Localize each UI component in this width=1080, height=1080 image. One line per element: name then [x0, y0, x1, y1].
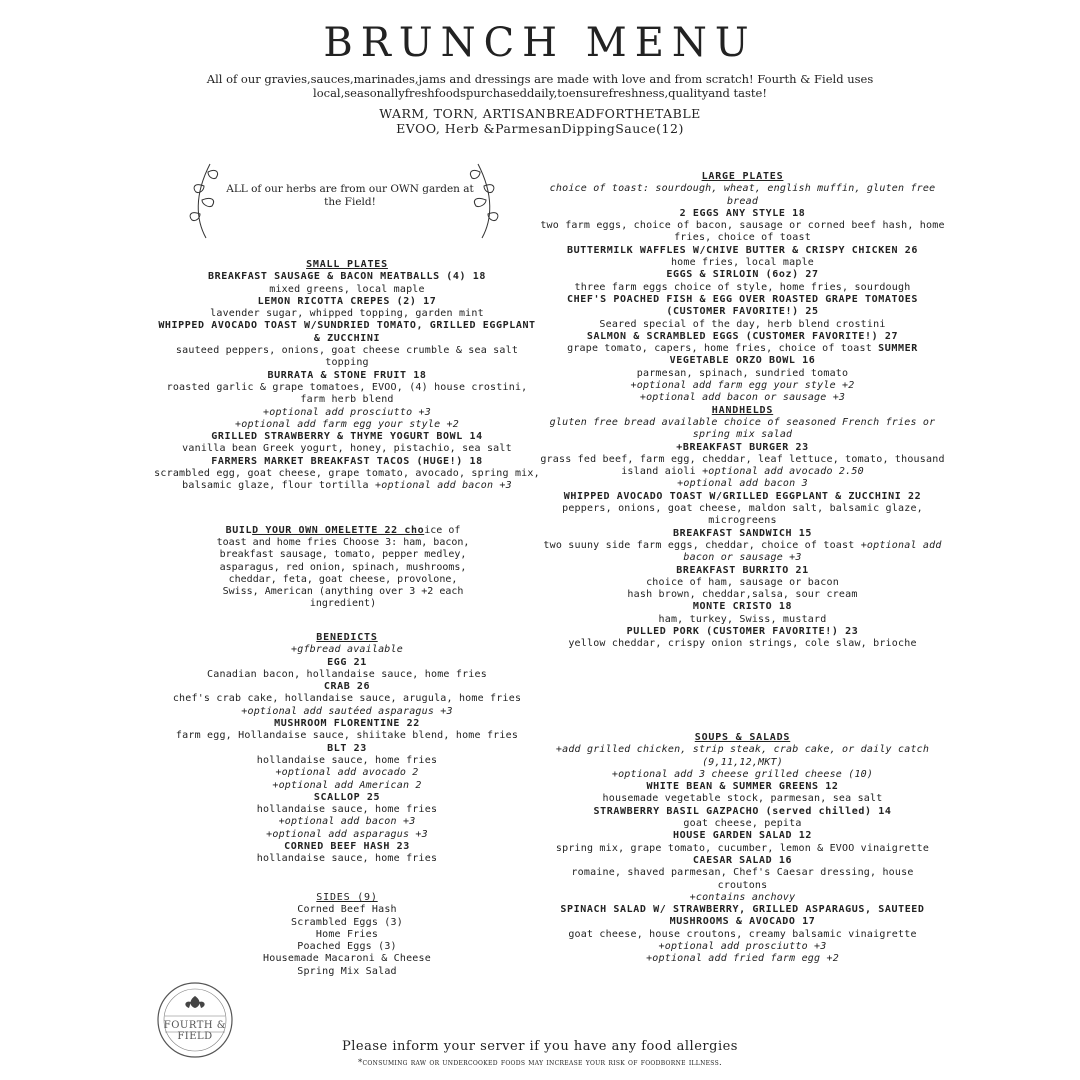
menu-item-desc: hollandaise sauce, home fries: [256, 754, 438, 766]
menu-item-name: BURRATA & STONE FRUIT 18: [267, 369, 427, 381]
menu-item-desc: Canadian bacon, hollandaise sauce, home fries: [207, 668, 487, 680]
bread-line-1: WARM, TORN, ARTISANBREADFORTHETABLE: [379, 106, 701, 121]
menu-item-option: +optional add farm egg your style +2: [630, 380, 855, 392]
soups-salads-note: +add grilled chicken, strip steak, crab cake, or daily catch (9,11,12,MKT): [555, 744, 930, 768]
menu-item-desc-text: two suuny side farm eggs, cheddar, choice of toast: [543, 539, 855, 551]
handhelds-note: gluten free bread available choice of seasoned French fries or spring mix salad: [549, 416, 936, 441]
menu-item-name: WHIPPED AVOCADO TOAST W/SUNDRIED TOMATO, GRILLED EGGPLANT & ZUCCHINI: [158, 320, 536, 344]
menu-item-name: MUSHROOM FLORENTINE 22: [274, 718, 420, 730]
menu-item-name: BREAKFAST SAUSAGE & BACON MEATBALLS (4) 18: [207, 271, 487, 283]
benedicts-section: [152, 632, 542, 866]
herbs-note: ALL of our herbs are from our OWN garden at the Field!: [226, 183, 474, 208]
menu-item-desc: yellow cheddar, crispy onion strings, cole slaw, brioche: [568, 638, 917, 650]
menu-item-name: CHEF'S POACHED FISH & EGG OVER ROASTED GRAPE TOMATOES (CUSTOMER FAVORITE!) 25: [567, 293, 918, 318]
menu-item-desc: ham, turkey, Swiss, mustard: [658, 613, 827, 625]
menu-item-option: +optional add farm egg your style +2: [235, 418, 459, 430]
large-plates-note: choice of toast: sourdough, wheat, english muffin, gluten free bread: [549, 183, 936, 207]
menu-item-name: VEGETABLE ORZO BOWL 16: [669, 355, 816, 367]
menu-item-option: +optional add bacon or sausage +3: [639, 392, 846, 404]
large-plates-section: [540, 171, 945, 651]
menu-item-desc: spring mix, grape tomato, cucumber, lemon & EVOO vinaigrette: [555, 842, 930, 854]
omelette-section: [212, 525, 474, 610]
menu-item-desc-text: scrambled egg, goat cheese, grape tomato, avocado, spring mix, balsamic glaze, flour tortilla: [154, 468, 540, 492]
menu-item-desc: goat cheese, house croutons, creamy balsamic vinaigrette: [568, 928, 917, 940]
side-item: Home Fries: [315, 928, 379, 940]
menu-item-option: +optional add prosciutto +3: [658, 941, 827, 953]
menu-item-desc: romaine, shaved parmesan, Chef's Caesar dressing, house croutons: [571, 867, 914, 891]
menu-item-desc: chef's crab cake, hollandaise sauce, arugula, home fries: [172, 693, 522, 705]
soups-salads-heading: SOUPS & SALADS: [694, 732, 791, 743]
menu-item-desc: goat cheese, pepita: [683, 818, 802, 830]
menu-item-name: BREAKFAST BURRITO 21: [676, 564, 809, 576]
right-sprig-icon: [462, 160, 502, 240]
menu-item-option: +optional add prosciutto +3: [263, 406, 431, 418]
menu-item-option: +optional add fried farm egg +2: [646, 953, 839, 965]
menu-item-desc: lavender sugar, whipped topping, garden mint: [210, 308, 484, 320]
menu-item-desc: hollandaise sauce, home fries: [256, 853, 438, 865]
omelette-title-underlined: D YOUR OWN OMELETTE 22 cho: [252, 525, 425, 536]
menu-item-desc: choice of ham, sausage or bacon: [646, 576, 839, 588]
sides-section: [152, 892, 542, 978]
menu-item-name: BREAKFAST SANDWICH 15: [672, 527, 813, 539]
menu-item-name: SPINACH SALAD W/ STRAWBERRY, GRILLED ASPARAGUS, SAUTEED MUSHROOMS & AVOCADO 17: [560, 904, 925, 928]
menu-item-name: LEMON RICOTTA CREPES (2) 17: [257, 295, 437, 307]
menu-title: BRUNCH MENU: [323, 20, 757, 66]
menu-item-desc: three farm eggs choice of style, home fries, sourdough: [574, 281, 911, 293]
menu-item-desc: peppers, onions, goat cheese, maldon salt, balsamic glaze, microgreens: [562, 503, 923, 527]
logo-name: FOURTH & FIELD: [163, 1020, 227, 1042]
menu-item-desc: sauteed peppers, onions, goat cheese crumble & sea salt topping: [175, 345, 519, 369]
large-plates-heading: LARGE PLATES: [701, 171, 784, 182]
benedicts-note: +gfbread available: [291, 644, 403, 656]
sides-heading: SIDES (9): [316, 892, 378, 903]
menu-item-name: FARMERS MARKET BREAKFAST TACOS (HUGE!) 18: [211, 455, 483, 467]
handhelds-heading: HANDHELDS: [711, 404, 774, 416]
menu-item-desc: home fries, local maple: [670, 257, 815, 269]
menu-item-name: SCALLOP 25: [313, 791, 381, 803]
side-item: Corned Beef Hash: [297, 904, 397, 916]
side-item: Spring Mix Salad: [297, 965, 397, 977]
soups-salads-note: +optional add 3 cheese grilled cheese (10): [611, 768, 874, 780]
menu-item-option: +optional add bacon 3: [677, 478, 808, 490]
menu-item-option: +optional add bacon or sausage +3: [683, 539, 942, 564]
menu-item-desc: [152, 468, 542, 493]
omelette-title: [212, 525, 474, 537]
menu-item-name: CRAB 26: [323, 681, 371, 693]
allergy-notice: Please inform your server if you have any food allergies: [342, 1039, 738, 1054]
menu-item-name: WHITE BEAN & SUMMER GREENS 12: [646, 781, 839, 793]
menu-item-desc: [540, 454, 945, 479]
menu-item-name: EGGS & SIRLOIN (6oz) 27: [666, 269, 819, 281]
small-plates-section: [152, 259, 542, 493]
menu-item-desc-bold: SUMMER: [878, 343, 918, 355]
side-item: Housemade Macaroni & Cheese: [263, 953, 431, 965]
menu-item-desc: mixed greens, local maple: [269, 283, 425, 295]
bread-note: [0, 106, 1080, 136]
menu-item-desc: hollandaise sauce, home fries: [256, 804, 438, 816]
menu-item-option: +optional add bacon +3: [375, 480, 512, 492]
menu-item-name: +BREAKFAST BURGER 23: [676, 441, 809, 453]
soups-salads-section: [550, 732, 935, 966]
menu-item-option: +optional add bacon +3: [278, 816, 416, 828]
small-plates-heading: SMALL PLATES: [306, 259, 388, 270]
menu-item-name: HOUSE GARDEN SALAD 12: [672, 830, 813, 842]
omelette-body: toast and home fries Choose 3: ham, bacon, breakfast sausage, tomato, pepper medley, asparagus, red onion, spinach, mushrooms, cheddar, feta, goat cheese, provolone, Swiss, American (anything over 3 +2 each ingredient): [216, 537, 470, 610]
menu-item-name: PULLED PORK (CUSTOMER FAVORITE!) 23: [626, 625, 859, 637]
menu-item-option: +optional add avocado 2.50: [702, 466, 864, 478]
foodborne-disclaimer: *consuming raw or undercooked foods may increase your risk of foodborne illness.: [357, 1058, 723, 1068]
menu-item-option: +optional add avocado 2: [275, 767, 419, 779]
left-sprig-icon: [186, 160, 226, 240]
menu-item-name: SALMON & SCRAMBLED EGGS (CUSTOMER FAVORITE!) 27: [586, 330, 899, 342]
omelette-title-start: BUIL: [225, 525, 253, 536]
menu-item-desc: [540, 343, 945, 355]
menu-item-option: +optional add American 2: [272, 779, 422, 791]
menu-item-desc: Seared special of the day, herb blend crostini: [599, 318, 886, 330]
menu-item-option: +optional add asparagus +3: [266, 828, 428, 840]
menu-item-desc: vanilla bean Greek yogurt, honey, pistachio, sea salt: [182, 443, 512, 455]
menu-item-name: BLT 23: [327, 742, 367, 754]
side-item: Scrambled Eggs (3): [291, 916, 403, 928]
omelette-title-rest: ice of: [424, 525, 461, 536]
menu-item-desc: hash brown, cheddar,salsa, sour cream: [627, 589, 858, 601]
menu-item-desc: two farm eggs, choice of bacon, sausage or corned beef hash, home fries, choice of toast: [540, 220, 945, 244]
menu-item-desc: housemade vegetable stock, parmesan, sea salt: [602, 793, 883, 805]
menu-item-desc: [540, 540, 945, 565]
menu-item-name: MONTE CRISTO 18: [692, 601, 793, 613]
menu-item-name: GRILLED STRAWBERRY & THYME YOGURT BOWL 14: [211, 431, 483, 443]
menu-item-name: WHIPPED AVOCADO TOAST W/GRILLED EGGPLANT & ZUCCHINI 22: [563, 490, 922, 502]
menu-item-name: 2 EGGS ANY STYLE 18: [679, 207, 806, 219]
menu-item-desc-text: grape tomato, capers, home fries, choice of toast: [567, 343, 872, 355]
menu-item-name: CAESAR SALAD 16: [692, 854, 793, 866]
menu-item-name: CORNED BEEF HASH 23: [284, 841, 410, 853]
menu-item-desc-text: grass fed beef, farm egg, cheddar, leaf lettuce, tomato, thousand island aioli: [540, 453, 945, 478]
menu-item-name: BUTTERMILK WAFFLES W/CHIVE BUTTER & CRISPY CHICKEN 26: [567, 244, 918, 256]
menu-item-desc: farm egg, Hollandaise sauce, shiitake blend, home fries: [175, 730, 519, 742]
side-item: Poached Eggs (3): [297, 941, 397, 953]
menu-item-option: +contains anchovy: [689, 891, 796, 903]
intro-text: All of our gravies,sauces,marinades,jams and dressings are made with love and from scratch! Fourth & Field uses local,seasonallyfreshfoodspurchaseddaily,toensurefreshness,qualityand taste!: [206, 72, 874, 100]
menu-item-desc: parmesan, spinach, sundried tomato: [636, 367, 849, 379]
bread-line-2: EVOO, Herb &ParmesanDippingSauce(12): [396, 121, 684, 136]
benedicts-heading: BENEDICTS: [316, 632, 378, 643]
menu-item-option: +optional add sautéed asparagus +3: [241, 705, 453, 717]
menu-item-name: EGG 21: [327, 656, 367, 668]
menu-item-desc: roasted garlic & grape tomatoes, EVOO, (4) house crostini, farm herb blend: [166, 381, 528, 406]
menu-item-name: STRAWBERRY BASIL GAZPACHO (served chilled) 14: [593, 805, 892, 817]
